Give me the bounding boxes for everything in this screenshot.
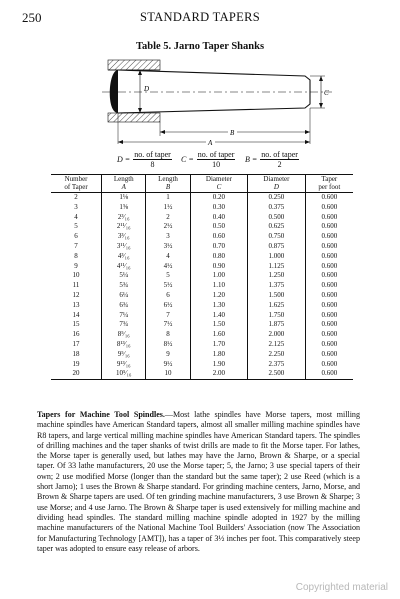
table-cell: 1.625 [248, 301, 306, 311]
table-cell: 7½ [146, 320, 190, 330]
table-cell: 2 [146, 213, 190, 223]
table-cell: 1⅝ [102, 203, 146, 213]
table-cell: 13 [72, 300, 80, 309]
table-row [51, 222, 353, 232]
table-cell: 2.000 [248, 330, 306, 340]
table-cell: 1.60 [190, 330, 248, 340]
dim-c-label: C [324, 89, 329, 97]
table-cell: 7¼ [102, 311, 146, 321]
table-cell: 2³⁄₁₆ [102, 213, 146, 223]
page-number: 250 [22, 10, 42, 25]
table-cell: 1.50 [190, 320, 248, 330]
table-cell: 0.875 [248, 242, 306, 252]
table-row [51, 193, 353, 203]
table-cell: 14 [72, 310, 80, 319]
table-cell: 1.125 [248, 262, 306, 272]
table-cell: 10⁵⁄₁₆ [102, 369, 146, 379]
column-header: Length A [102, 175, 146, 193]
table-row [51, 242, 353, 252]
taper-shank-drawing [100, 56, 340, 148]
table-cell: 1½ [146, 203, 190, 213]
paragraph-lead: Tapers for Machine Tool Spindles. [37, 410, 165, 419]
table-cell: 5½ [146, 281, 190, 291]
table-cell: 5¾ [102, 281, 146, 291]
table-cell: 3¹¹⁄₁₆ [102, 242, 146, 252]
table-cell: 11 [72, 281, 80, 290]
table-cell: 1.70 [190, 340, 248, 350]
jarno-taper-table [51, 174, 353, 380]
table-cell: 15 [72, 320, 80, 329]
table-cell: 0.90 [190, 262, 248, 272]
table-cell: 3½ [146, 242, 190, 252]
table-cell: 0.600 [305, 213, 353, 223]
socket-hatch-top [108, 60, 160, 70]
table-cell: 0.50 [190, 222, 248, 232]
dim-a-label: A [208, 139, 213, 147]
table-cell: 1.40 [190, 311, 248, 321]
table-cell: 0.600 [305, 320, 353, 330]
table-cell: 0.600 [305, 311, 353, 321]
table-cell: 3³⁄₁₆ [102, 232, 146, 242]
table-row [51, 203, 353, 213]
table-cell: 9¹³⁄₁₆ [102, 360, 146, 370]
table-cell: 0.600 [305, 301, 353, 311]
table-cell: 0.600 [305, 252, 353, 262]
table-cell: 0.625 [248, 222, 306, 232]
table-cell: 2.375 [248, 360, 306, 370]
table-cell: 8½ [146, 340, 190, 350]
table-cell: 6 [74, 232, 78, 241]
table-cell: 4 [146, 252, 190, 262]
table-cell: 6 [146, 291, 190, 301]
dim-b-label: B [230, 129, 235, 137]
table-cell: 2.00 [190, 369, 248, 379]
table-cell: 2.500 [248, 369, 306, 379]
table-cell: 1.00 [190, 271, 248, 281]
table-cell: 2 [74, 193, 78, 201]
table-cell: 12 [72, 290, 80, 299]
table-cell: 1.80 [190, 350, 248, 360]
table-cell: 0.600 [305, 232, 353, 242]
table-cell: 17 [72, 339, 80, 348]
table-cell: 16 [72, 330, 80, 339]
table-cell: 9½ [146, 360, 190, 370]
table-row [51, 330, 353, 340]
table-cell: 1.500 [248, 291, 306, 301]
table-cell: 0.500 [248, 213, 306, 223]
table-row [51, 320, 353, 330]
table-cell: 2¹¹⁄₁₆ [102, 222, 146, 232]
table-cell: 9⁵⁄₁₆ [102, 350, 146, 360]
table-row [51, 252, 353, 262]
table-cell: 1.20 [190, 291, 248, 301]
table-cell: 1⅛ [102, 193, 146, 203]
table-cell: 4³⁄₁₆ [102, 252, 146, 262]
table-cell: 0.30 [190, 203, 248, 213]
table-row [51, 271, 353, 281]
table-title: Table 5. Jarno Taper Shanks [135, 41, 265, 52]
table-cell: 1.10 [190, 281, 248, 291]
table-cell: 0.600 [305, 242, 353, 252]
table-cell: 1.250 [248, 271, 306, 281]
table-cell: 0.600 [305, 193, 353, 203]
table-cell: 10 [72, 271, 80, 280]
table-cell: 3 [74, 202, 78, 211]
socket-hatch-bottom [108, 113, 160, 122]
table-cell: 0.600 [305, 203, 353, 213]
column-header: Length B [146, 175, 190, 193]
table-cell: 9 [146, 350, 190, 360]
table-cell: 4½ [146, 262, 190, 272]
table-cell: 7¾ [102, 320, 146, 330]
table-header-row [51, 175, 353, 193]
paragraph-text: —Most lathe spindles have Morse tapers, most milling machine spindles have American Standard tapers, almost all smaller milling machine spindles have R8 tapers, and large vertical milling machine spindles have American Standard tapers. The spindles of drilling machines and the taper shanks of twist drills are made to fit the Morse taper. For lathes, the Morse taper is generally used, but lathes may have the Jarno, Brown & Sharpe, or a special taper. Of 33 lathe manufacturers, 20 use the Morse taper; 5, the Jarno; 3 use special tapers of their own; 2 use modified Morse (longer than the standard but the same taper); 2 use Reed (which is a short Jarno); 1 uses the Brown & Sharpe standard. For grinding machine centers, Jarno, Morse, and Brown & Sharpe tapers are used. Of ten grinding machine manufacturers, 3 use Brown & Sharpe; 3 use Morse; and 4 use Jarno. The Brown & Sharpe taper is used extensively for milling machine and dividing head spindles. The standard milling machine spindle adopted in 1927 by the milling machine manufacturers of the National Machine Tool Builders' Association (now The Association for Manufacturing Technology [AMT]), has a taper of 3½ inches per foot. This comparatively steep taper was adopted to ensure easy release of arbors. [37, 410, 360, 553]
table-row [51, 311, 353, 321]
table-cell: 19 [72, 359, 80, 368]
table-cell: 4¹¹⁄₁₆ [102, 262, 146, 272]
table-cell: 7 [146, 311, 190, 321]
copyright-watermark: Copyrighted material [295, 582, 388, 593]
table-cell: 10 [146, 369, 190, 379]
table-cell: 0.40 [190, 213, 248, 223]
running-head: STANDARD TAPERS [140, 10, 260, 24]
table-cell: 1 [146, 193, 190, 203]
table-row [51, 301, 353, 311]
table-cell: 4 [74, 212, 78, 221]
shank-end [110, 70, 118, 113]
table-cell: 0.600 [305, 369, 353, 379]
table-cell: 0.375 [248, 203, 306, 213]
table-cell: 8⁵⁄₁₆ [102, 330, 146, 340]
table-row [51, 232, 353, 242]
table-row [51, 281, 353, 291]
table-cell: 8 [74, 251, 78, 260]
table-cell: 0.600 [305, 271, 353, 281]
table-cell: 0.80 [190, 252, 248, 262]
formula-b: B = $\frac{\text{no. of taper}}{2}$ [245, 150, 298, 169]
table-cell: 20 [51, 369, 102, 379]
dim-d-label: D [144, 85, 150, 93]
table-cell: 0.600 [305, 222, 353, 232]
table-cell: 0.250 [248, 193, 306, 203]
column-header: Diameter C [190, 175, 248, 193]
table-row [51, 262, 353, 272]
table-cell: 0.750 [248, 232, 306, 242]
table-cell: 18 [72, 349, 80, 358]
table-cell: 5 [74, 222, 78, 231]
table-cell: 0.600 [305, 291, 353, 301]
table-cell: 2.125 [248, 340, 306, 350]
table-cell: 8 [146, 330, 190, 340]
table-cell: 1.750 [248, 311, 306, 321]
table-cell: 0.600 [305, 262, 353, 272]
table-cell: 0.60 [190, 232, 248, 242]
table-cell: 6½ [146, 301, 190, 311]
table-row [51, 213, 353, 223]
table-cell: 3 [146, 232, 190, 242]
formula-d: D = $\frac{\text{no. of taper}}{8}$ [117, 150, 171, 169]
table-cell: 2.250 [248, 350, 306, 360]
table-cell: 2½ [146, 222, 190, 232]
table-cell: 7 [74, 241, 78, 250]
table-row [51, 340, 353, 350]
body-paragraph [37, 410, 360, 554]
table-cell: 0.600 [305, 330, 353, 340]
table-row [51, 360, 353, 370]
table-cell: 6¼ [102, 291, 146, 301]
table-cell: 0.70 [190, 242, 248, 252]
table-cell: 0.600 [305, 350, 353, 360]
table-row [51, 369, 353, 379]
formula-c: C = $\frac{\text{no. of taper}}{10}$ [181, 150, 235, 169]
table-cell: 9 [74, 261, 78, 270]
column-header: Taper per foot [305, 175, 353, 193]
column-header: Number of Taper [51, 175, 102, 193]
table-cell: 1.875 [248, 320, 306, 330]
table-cell: 0.600 [305, 340, 353, 350]
column-header: Diameter D [248, 175, 306, 193]
table-cell: 5¼ [102, 271, 146, 281]
table-cell: 1.30 [190, 301, 248, 311]
table-cell: 8¹³⁄₁₆ [102, 340, 146, 350]
table-cell: 6¾ [102, 301, 146, 311]
table-cell: 1.000 [248, 252, 306, 262]
formula-row [0, 150, 400, 174]
table-cell: 5 [146, 271, 190, 281]
table-cell: 1.375 [248, 281, 306, 291]
table-cell: 0.600 [305, 360, 353, 370]
table-cell: 0.20 [190, 193, 248, 203]
table-cell: 1.90 [190, 360, 248, 370]
page-header [22, 10, 378, 26]
table-row [51, 291, 353, 301]
table-cell: 0.600 [305, 281, 353, 291]
table-row [51, 350, 353, 360]
